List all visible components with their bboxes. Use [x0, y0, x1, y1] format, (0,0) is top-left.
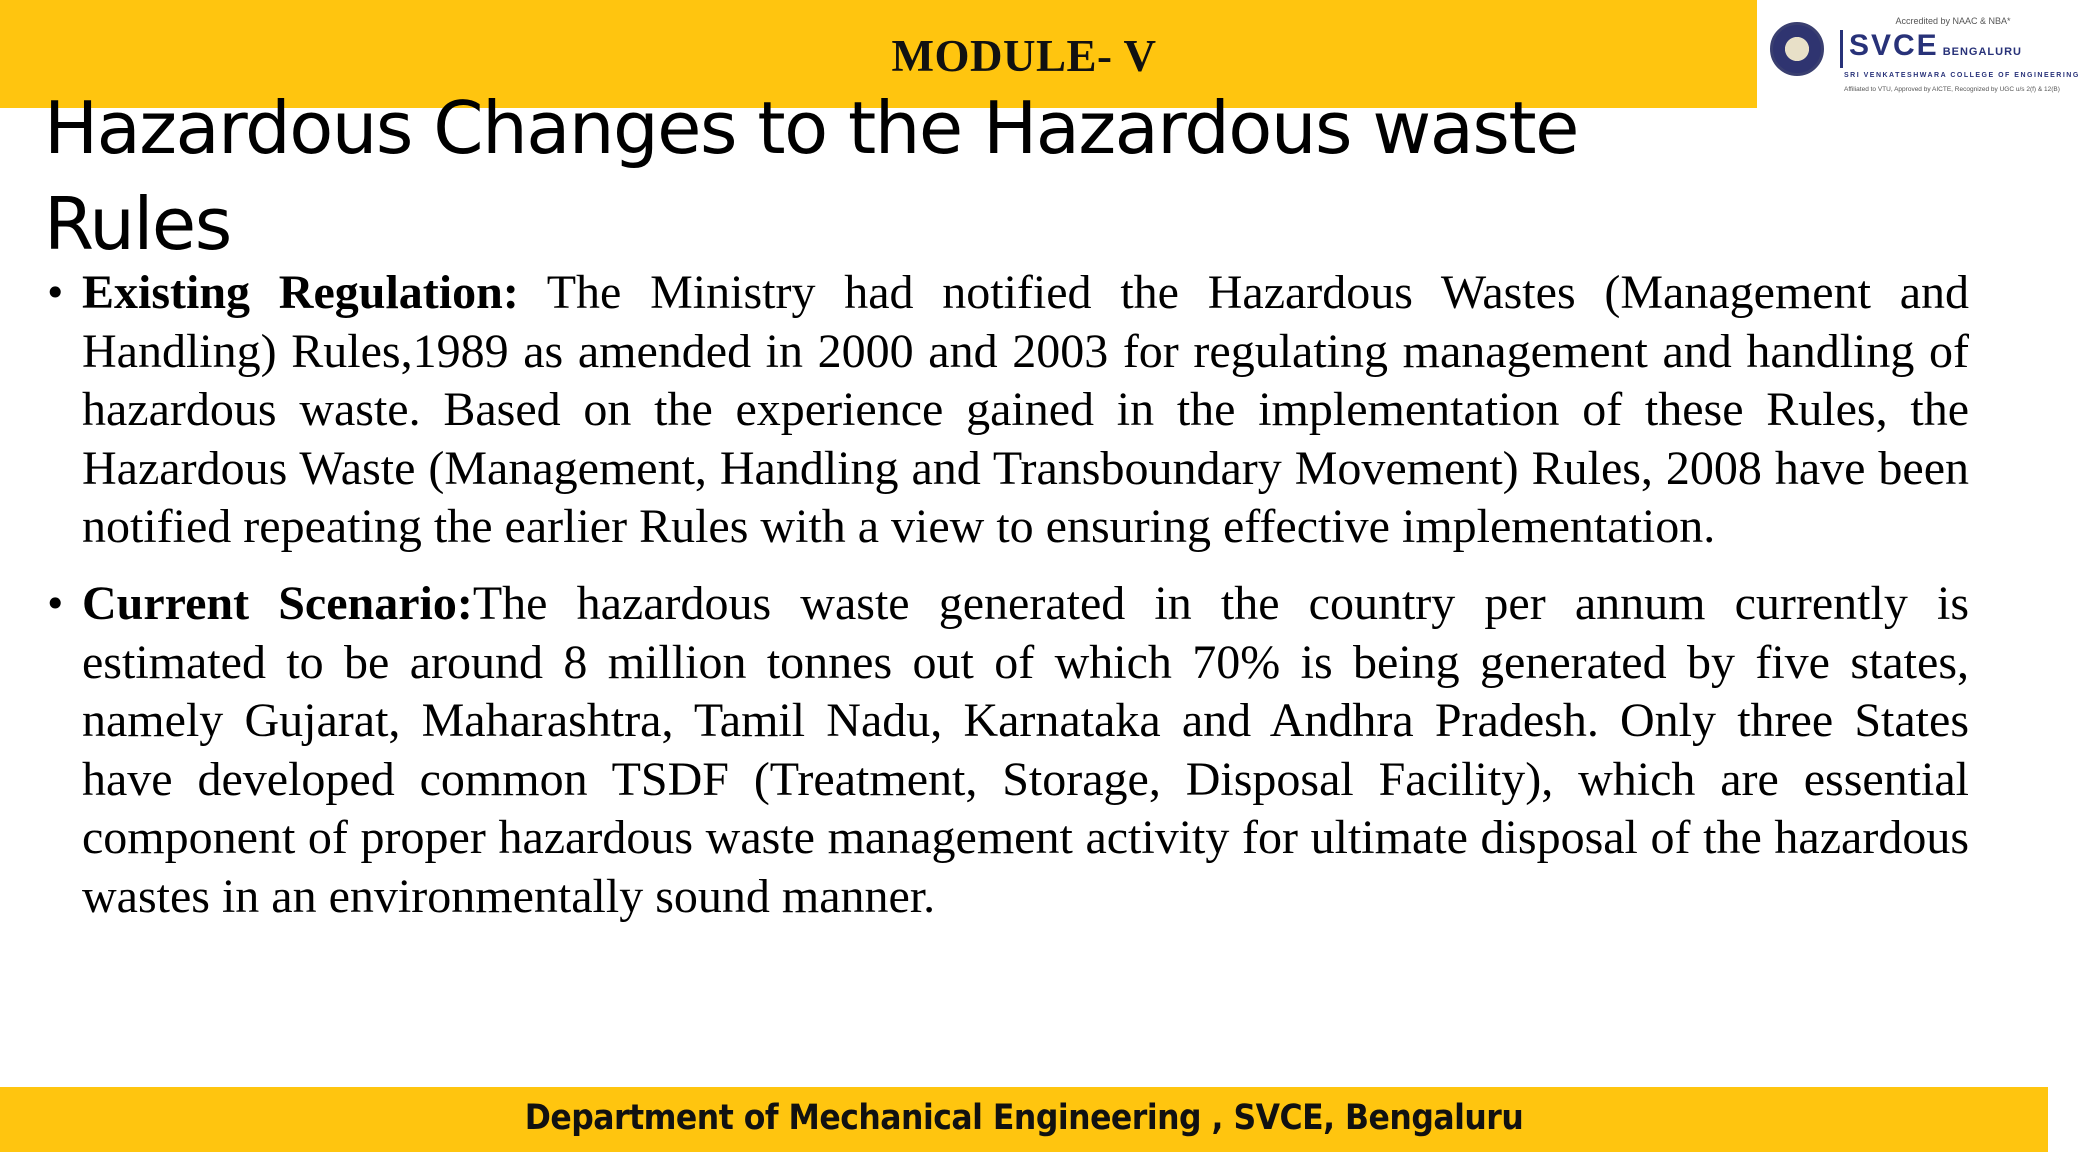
bullet-existing-regulation [44, 264, 1969, 557]
logo-brand [1840, 30, 2022, 68]
bullet-dot-icon: • [44, 581, 67, 626]
bullet-list [44, 264, 1969, 945]
module-label: MODULE- V [891, 31, 1157, 81]
bullet-dot-icon: • [44, 271, 67, 315]
slide-title: Hazardous Changes to the Hazardous waste Rules [44, 86, 1578, 266]
logo-accreditation: Accredited by NAAC & NBA* [1895, 16, 2011, 26]
logo-brand-name: SVCE [1849, 29, 1939, 62]
logo-college-name: SRI VENKATESHWARA COLLEGE OF ENGINEERING [1844, 72, 2080, 79]
bullet-text: The Ministry had notified the Hazardous Wastes (Management and Handling) Rules,1989 as amended in 2000 and 2003 for regulating management and handling of hazardous waste. Based on the experience gained in the implementation of these Rules, the Hazardous Waste (Management, Handling and Transboundary Movement) Rules, 2008 have been notified repeating the earlier Rules with a view to ensuring effective implementation. [82, 266, 1969, 554]
college-logo [1760, 0, 2080, 108]
bullet-text: The hazardous waste generated in the country per annum currently is estimated to be around 8 million tonnes out of which 70% is being generated by five states, namely Gujarat, Maharashtra, Tamil Nadu, Karnataka and Andhra Pradesh. Only three States have developed common TSDF (Treatment, Storage, Disposal Facility), which are essential component of proper hazardous waste management activity for ultimate disposal of the hazardous wastes in an environmentally sound manner. [82, 576, 1969, 923]
bullet-heading: Existing Regulation: [82, 266, 519, 319]
bullet-current-scenario [44, 575, 1969, 927]
logo-city: BENGALURU [1942, 46, 2022, 58]
college-seal-icon [1770, 22, 1824, 76]
bullet-heading: Current Scenario: [82, 576, 473, 630]
logo-affiliation: Affiliated to VTU, Approved by AICTE, Recognized by UGC u/s 2(f) & 12(B) [1844, 86, 2060, 93]
footer-text: Department of Mechanical Engineering , SVCE, Bengaluru [524, 1098, 1524, 1138]
